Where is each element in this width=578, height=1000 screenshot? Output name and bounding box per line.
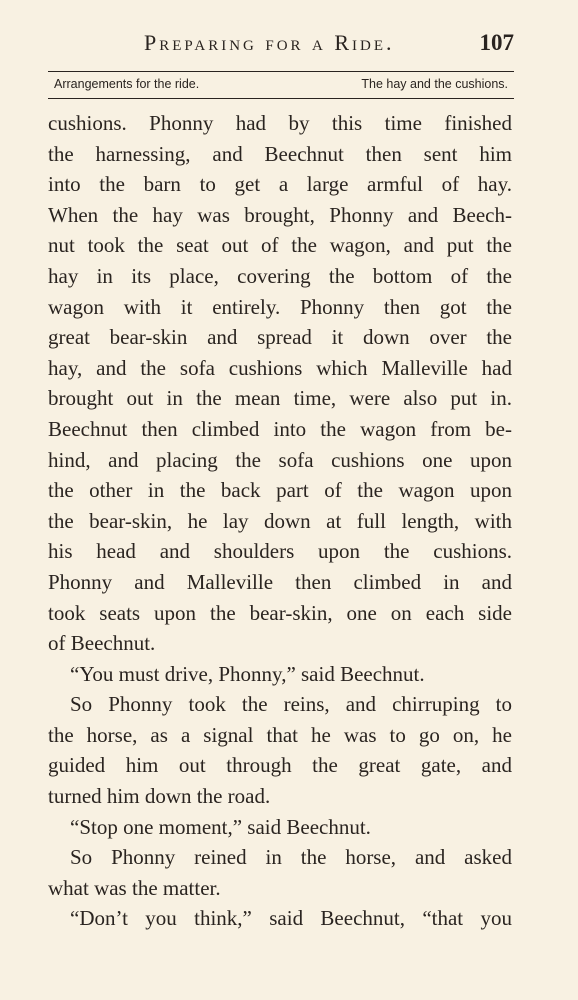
text-line: When the hay was brought, Phonny and Beech-: [48, 202, 512, 227]
text-line: brought out in the mean time, were also put in.: [48, 386, 512, 411]
text-line: great bear-skin and spread it down over the: [48, 325, 512, 350]
subhead-right: The hay and the cushions.: [361, 77, 508, 91]
text-line: “Don’t you think,” said Beechnut, “that you: [70, 906, 512, 931]
text-line: the other in the back part of the wagon upon: [48, 478, 512, 503]
text-line: the horse, as a signal that he was to go on, he: [48, 722, 512, 747]
header-rule-bottom: [48, 98, 514, 99]
text-line: wagon with it entirely. Phonny then got the: [48, 294, 512, 319]
text-line: the bear-skin, he lay down at full length, with: [48, 508, 512, 533]
page-number: 107: [479, 30, 514, 55]
text-line: what was the matter.: [48, 875, 221, 900]
text-line: into the barn to get a large armful of hay.: [48, 172, 512, 197]
text-line: So Phonny took the reins, and chirruping to: [70, 692, 512, 717]
running-title: Preparing for a Ride.: [144, 30, 395, 55]
text-line: guided him out through the great gate, and: [48, 753, 512, 778]
text-line: “You must drive, Phonny,” said Beechnut.: [70, 661, 425, 686]
body-text: [48, 108, 512, 934]
subhead: [48, 77, 514, 95]
header-rule-top: [48, 71, 514, 72]
text-line: So Phonny reined in the horse, and asked: [70, 845, 512, 870]
text-line: of Beechnut.: [48, 631, 156, 656]
text-line: cushions. Phonny had by this time finished: [48, 111, 512, 135]
subhead-left: Arrangements for the ride.: [54, 77, 200, 91]
text-line: Phonny and Malleville then climbed in and: [48, 569, 512, 594]
text-line: Beechnut then climbed into the wagon from be-: [48, 416, 512, 441]
text-line: hay in its place, covering the bottom of the: [48, 263, 512, 288]
text-line: hind, and placing the sofa cushions one upon: [48, 447, 512, 472]
text-line: his head and shoulders upon the cushions.: [48, 539, 512, 564]
text-line: turned him down the road.: [48, 784, 271, 809]
running-head: [48, 30, 514, 64]
text-line: hay, and the sofa cushions which Malleville had: [48, 355, 512, 380]
text-line: “Stop one moment,” said Beechnut.: [70, 814, 371, 839]
text-line: the harnessing, and Beechnut then sent him: [48, 141, 512, 166]
text-line: took seats upon the bear-skin, one on each side: [48, 600, 512, 625]
text-line: nut took the seat out of the wagon, and put the: [48, 233, 512, 258]
